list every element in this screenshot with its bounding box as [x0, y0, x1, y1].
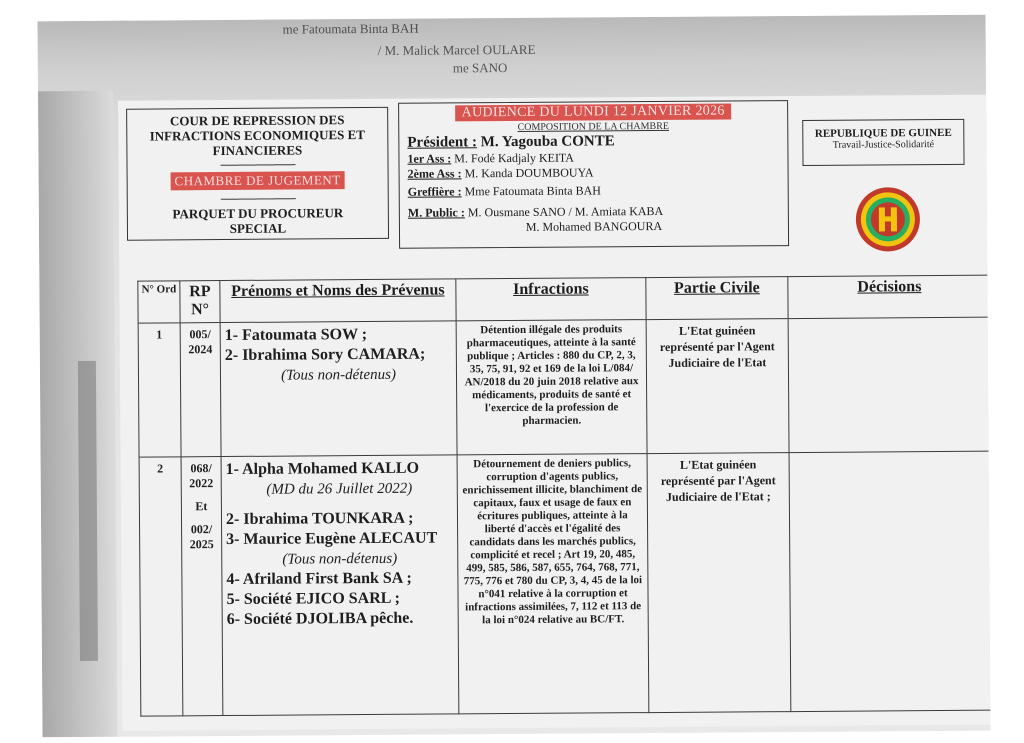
row-defendants	[220, 321, 457, 457]
defendant: 3- Maurice Eugène ALECAUT	[226, 529, 438, 549]
court-line-5: SPECIAL	[229, 220, 287, 236]
rp-number-2: 002/ 2025	[189, 522, 214, 552]
hearing-title: AUDIENCE DU LUNDI 12 JANVIER 2026	[456, 103, 731, 121]
republic-name: REPUBLIQUE DE GUINEE	[814, 126, 952, 140]
row-ord: 2	[139, 457, 183, 716]
defendant: 6- Société DJOLIBA pêche.	[226, 609, 414, 629]
composition-box	[398, 100, 789, 249]
court-line-1: COUR DE REPRESSION DES	[169, 112, 345, 129]
header-partie-civile: Partie Civile	[646, 277, 788, 320]
photo-background	[38, 15, 991, 738]
notice-sheet	[118, 95, 990, 731]
rp-connector: Et	[195, 499, 208, 514]
rp-number-1: 068/ 2022	[189, 461, 214, 491]
infractions-text: Détournement de deniers publics, corruption d'agents publics, enrichissement illicite, blanchiment de capitaux, faux et usage de faux en écritures publiques, atteinte à la liberté d'accès et l'égalité des candidats dans les marchés publics, complicité et recel ; Art 19, 20, 485, 499, 585, 586, 587, 655, 764, 768, 771, 775, 776 et 780 du CP, 3, 4, 45 de la loi n°041 relative à la corruption et infractions assimilées, 7, 112 et 113 de la loi n°024 relative au BC/FT.	[462, 457, 643, 627]
prosecutor-label: M. Public :	[407, 205, 465, 220]
infractions-text: Détention illégale des produits pharmaceutiques, atteinte à la santé publique ; Articles : 880 du CP, 2, 3, 35, 75, 91, 92 et 169 de la loi L/084/ AN/2018 du 20 juin 2018 relative aux médicaments, produits de santé et l'exercice de la profession de pharmacien.	[464, 323, 639, 427]
republic-motto: Travail-Justice-Solidarité	[832, 139, 935, 151]
row-decision	[788, 317, 990, 452]
row-defendants	[221, 455, 459, 716]
guinea-coat-of-arms-icon	[854, 185, 922, 253]
defendant: 1- Fatoumata SOW ;	[224, 326, 368, 345]
wall-top	[38, 15, 987, 100]
header-infractions: Infractions	[456, 278, 646, 321]
row-partie-civile: L'Etat guinéen représenté par l'Agent Judiciaire de l'Etat ;	[647, 453, 791, 713]
defendant: 5- Société EJICO SARL ;	[226, 589, 400, 609]
background-text-3: me SANO	[452, 60, 508, 76]
defendant-note: (MD du 26 Juillet 2022)	[266, 480, 413, 498]
detention-note: (Tous non-détenus)	[282, 550, 398, 568]
row-infractions	[457, 454, 649, 714]
row-partie-civile: L'Etat guinéen représenté par l'Agent Judiciaire de l'Etat	[646, 319, 789, 454]
header-decisions: Décisions	[788, 275, 991, 318]
wall-shadow	[78, 361, 98, 661]
assessor-1-label: 1er Ass :	[407, 151, 452, 166]
republic-box	[802, 119, 964, 166]
clerk-label: Greffière :	[407, 184, 462, 199]
court-divider-1: -------------------------	[220, 156, 296, 172]
defendant: 2- Ibrahima TOUNKARA ;	[225, 509, 414, 529]
row-decision	[789, 451, 990, 711]
assessor-1-name: M. Fodé Kadjaly KEITA	[454, 150, 574, 166]
assessor-2-label: 2ème Ass :	[407, 166, 462, 181]
prosecutor-names: M. Ousmane SANO / M. Amiata KABA	[467, 203, 664, 220]
clerk-name: Mme Fatoumata Binta BAH	[464, 183, 601, 199]
assessor-2-name: M. Kanda DOUMBOUYA	[464, 165, 594, 181]
court-line-2: INFRACTIONS ECONOMIQUES ET	[149, 127, 365, 144]
defendant: 2- Ibrahima Sory CAMARA;	[224, 345, 426, 365]
detention-note: (Tous non-détenus)	[280, 366, 396, 384]
header-names: Prénoms et Noms des Prévenus	[220, 279, 456, 323]
court-divider-2: -------------------------	[220, 190, 296, 206]
president-name: M. Yagouba CONTE	[480, 133, 615, 151]
chamber-label: CHAMBRE DE JUGEMENT	[170, 171, 344, 190]
row-infractions	[456, 320, 647, 455]
hearing-table	[137, 275, 990, 717]
clerk-row	[400, 182, 788, 200]
court-line-3: FINANCIERES	[212, 142, 303, 159]
header-rp: RP N°	[180, 281, 220, 323]
defendant: 1- Alpha Mohamed KALLO	[225, 459, 420, 479]
row-rp	[181, 457, 223, 716]
background-text-1: me Fatoumata Binta BAH	[282, 20, 419, 37]
background-text-2: / M. Malick Marcel OULARE	[377, 41, 536, 58]
wall-left	[38, 91, 118, 738]
defendant: 4- Afriland First Bank SA ;	[226, 569, 412, 589]
header-ord: N° Ord	[138, 281, 180, 323]
table-row	[138, 317, 990, 457]
court-box	[126, 107, 389, 241]
assessor-2-row	[400, 164, 788, 182]
court-line-4: PARQUET DU PROCUREUR	[172, 205, 344, 222]
row-ord: 1	[138, 323, 181, 457]
table-row	[139, 451, 990, 716]
composition-subtitle: COMPOSITION DE LA CHAMBRE	[517, 120, 670, 133]
prosecutor-names-2: M. Mohamed BANGOURA	[525, 218, 663, 234]
row-rp: 005/ 2024	[180, 323, 221, 457]
president-label: Président :	[407, 134, 478, 151]
